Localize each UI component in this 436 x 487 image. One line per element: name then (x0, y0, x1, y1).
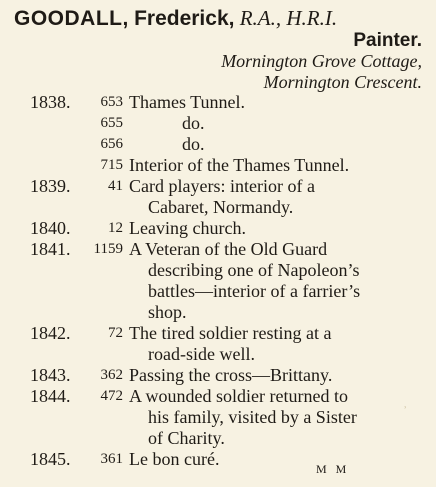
artist-heading (14, 6, 337, 31)
exhibit-number: 362 (100, 367, 123, 383)
exhibit-title: The tired soldier resting at a (129, 323, 332, 343)
exhibit-title-continued: road-side well. (148, 344, 255, 364)
exhibit-title-continued: Cabaret, Normandy. (148, 197, 294, 217)
exhibit-title: do. (182, 134, 205, 154)
exhibit-entry (0, 239, 436, 322)
exhibit-entry (0, 323, 436, 364)
exhibit-year: 1840. (30, 218, 71, 238)
exhibit-number: 361 (100, 451, 123, 467)
exhibit-number: 715 (100, 157, 123, 173)
exhibit-title: A Veteran of the Old Guard (129, 239, 328, 259)
exhibit-entry (0, 218, 436, 240)
exhibit-year: 1838. (30, 92, 71, 112)
exhibit-entry (0, 92, 436, 114)
exhibit-number: 656 (100, 136, 123, 152)
exhibit-title: Passing the cross—Brittany. (129, 365, 333, 385)
exhibit-year: 1839. (30, 176, 71, 196)
exhibit-year: 1841. (30, 239, 71, 259)
exhibit-number: 41 (108, 178, 123, 194)
exhibit-entry (0, 176, 436, 217)
exhibit-year: 1844. (30, 386, 71, 406)
artist-surname: GOODALL, (14, 7, 129, 30)
exhibit-number: 653 (100, 94, 123, 110)
exhibit-year: 1845. (30, 449, 71, 469)
exhibit-year: 1843. (30, 365, 71, 385)
exhibit-title-continued: battles—interior of a farrier’s (148, 281, 361, 301)
exhibit-entry (0, 134, 436, 156)
exhibit-number: 72 (108, 325, 123, 341)
exhibit-title: A wounded soldier returned to (129, 386, 348, 406)
signature-mark: M M (316, 462, 350, 476)
exhibit-year: 1842. (30, 323, 71, 343)
artist-profession: Painter. (353, 30, 422, 51)
artist-honours: R.A., H.R.I. (239, 6, 338, 30)
exhibit-title: Leaving church. (129, 218, 246, 238)
artist-given-name: Frederick, (134, 7, 235, 30)
address-line-2: Mornington Crescent. (263, 72, 422, 92)
exhibit-entry (0, 449, 436, 471)
exhibit-title-continued: of Charity. (148, 428, 225, 448)
exhibit-number: 472 (100, 388, 123, 404)
exhibit-title-continued: shop. (148, 302, 187, 322)
exhibit-title: Thames Tunnel. (129, 92, 246, 112)
exhibit-number: 12 (108, 220, 123, 236)
exhibit-title-continued: his family, visited by a Sister (148, 407, 357, 427)
exhibit-number: 655 (100, 115, 123, 131)
exhibit-title: Interior of the Thames Tunnel. (129, 155, 350, 175)
exhibit-title: Card players: interior of a (129, 176, 315, 196)
paper-speck: ʾ (403, 403, 408, 418)
exhibit-entry (0, 386, 436, 448)
exhibit-title-continued: describing one of Napoleon’s (148, 260, 360, 280)
exhibit-entry (0, 365, 436, 387)
exhibit-title: do. (182, 113, 205, 133)
exhibit-title: Le bon curé. (129, 449, 220, 469)
exhibit-number: 1159 (93, 241, 123, 257)
exhibit-entry (0, 113, 436, 135)
exhibit-entry (0, 155, 436, 177)
address-line-1: Mornington Grove Cottage, (221, 51, 422, 71)
